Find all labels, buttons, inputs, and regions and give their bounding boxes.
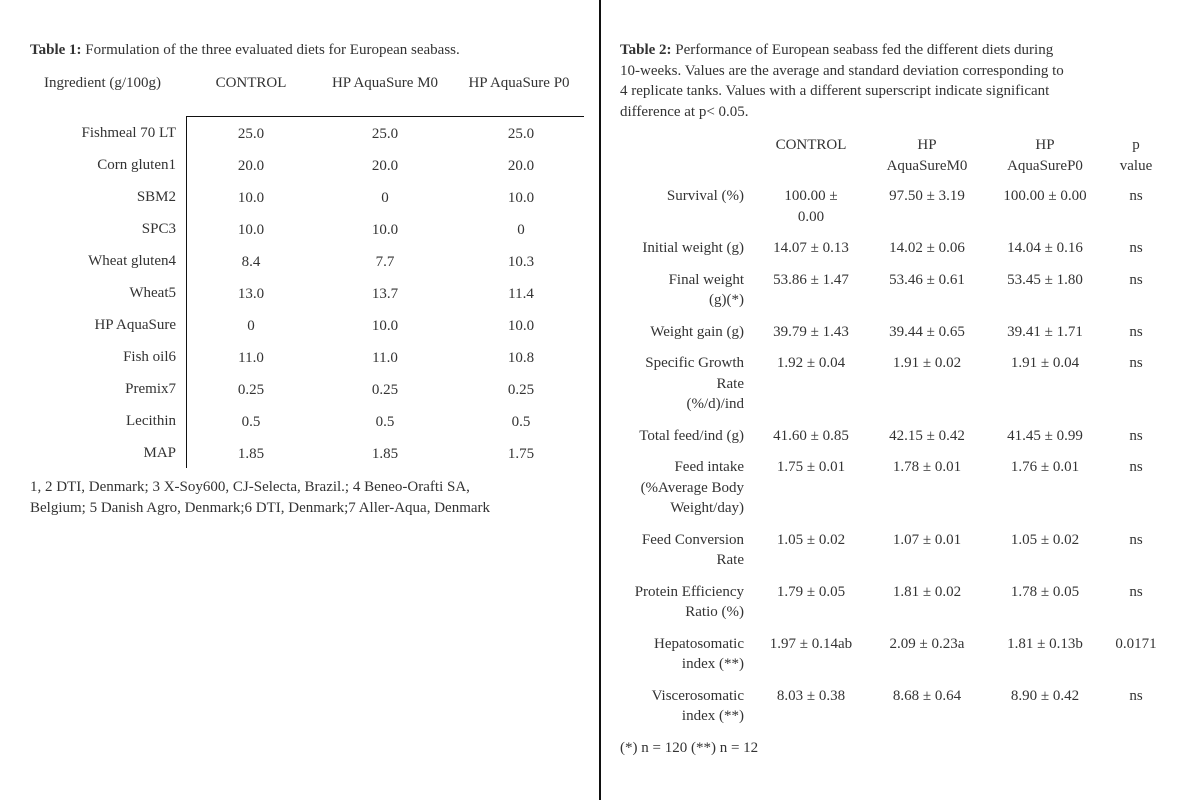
metric-label xyxy=(594,426,744,447)
metric-label-line: Initial weight (g) xyxy=(642,240,744,256)
ingredient-name: Wheat5 xyxy=(129,285,176,301)
metric-label-line: Weight gain (g) xyxy=(650,323,744,340)
value-control-line: 1.97 ± 0.14ab xyxy=(769,635,853,652)
table2-caption-line1: Performance of European seabass fed the different diets during xyxy=(671,42,1054,58)
value-control: 13.0 xyxy=(237,286,265,302)
table2-header-p xyxy=(1106,135,1166,176)
value-p0: 53.45 ± 1.80 xyxy=(1007,271,1083,288)
metric-label-line: Feed Conversion xyxy=(641,531,744,548)
value-p0: 25.0 xyxy=(507,126,535,142)
table1-caption xyxy=(30,40,590,61)
value-p0: 10.3 xyxy=(507,254,535,270)
metric-label-line: (%Average Body xyxy=(640,479,744,496)
metric-label xyxy=(594,457,744,519)
value-p: ns xyxy=(1129,323,1143,340)
value-control: 8.4 xyxy=(241,254,261,270)
value-p0: 0.25 xyxy=(507,382,535,398)
ingredient-name: Lecithin xyxy=(126,413,176,429)
metric-label-line: Hepatosomatic xyxy=(654,635,744,652)
table2-footnote: (*) n = 120 (**) n = 12 xyxy=(620,740,759,756)
ingredient-name: SPC3 xyxy=(141,221,176,237)
metric-label xyxy=(594,186,744,207)
value-p0: 20.0 xyxy=(507,158,535,174)
metric-label xyxy=(594,582,744,623)
value-p0: 1.05 ± 0.02 xyxy=(1010,531,1080,548)
metric-label-line: Specific Growth xyxy=(645,355,744,371)
value-control xyxy=(756,426,866,447)
value-control: 1.85 xyxy=(237,446,265,462)
table1-header-rule xyxy=(186,116,584,117)
metric-label-line: Survival (%) xyxy=(666,188,744,204)
value-p0: 10.0 xyxy=(507,318,535,334)
value-m0: 1.91 ± 0.02 xyxy=(892,355,962,371)
value-control-line: 1.05 ± 0.02 xyxy=(776,531,846,548)
value-m0: 2.09 ± 0.23a xyxy=(889,635,965,652)
metric-label-line: (%/d)/ind xyxy=(686,396,744,412)
table-row xyxy=(30,349,590,381)
value-m0: 53.46 ± 0.61 xyxy=(889,271,965,288)
value-control-line: 8.03 ± 0.38 xyxy=(776,687,846,704)
metric-label-line: Viscerosomatic xyxy=(651,687,744,704)
value-p0: 10.8 xyxy=(507,350,535,366)
value-m0: 39.44 ± 0.65 xyxy=(889,323,965,340)
value-m0: 25.0 xyxy=(371,126,399,142)
table2-header-p0-line2: AquaSureP0 xyxy=(1007,157,1083,174)
metric-label xyxy=(594,530,744,571)
value-control-line: 1.79 ± 0.05 xyxy=(776,583,846,600)
metric-label xyxy=(594,238,744,259)
table-row xyxy=(30,189,590,221)
value-p0: 1.91 ± 0.04 xyxy=(1010,355,1080,371)
value-control xyxy=(756,582,866,603)
value-p0: 100.00 ± 0.00 xyxy=(1003,188,1087,204)
metric-label xyxy=(594,322,744,343)
value-p0: 8.90 ± 0.42 xyxy=(1010,687,1080,704)
value-p0: 0.5 xyxy=(511,414,531,430)
metric-label-line: Final weight xyxy=(668,271,744,288)
value-m0: 14.02 ± 0.06 xyxy=(889,240,965,256)
value-p: ns xyxy=(1129,583,1143,600)
value-p: ns xyxy=(1129,188,1143,204)
table1-header-ingredient: Ingredient (g/100g) xyxy=(44,75,162,91)
value-control-line: 1.75 ± 0.01 xyxy=(776,459,846,475)
value-m0: 11.0 xyxy=(372,350,398,366)
table-row xyxy=(30,157,590,189)
value-m0: 97.50 ± 3.19 xyxy=(889,188,965,204)
table-row xyxy=(30,445,590,477)
table2-header-p0 xyxy=(990,135,1100,176)
table2-caption-label: Table 2: xyxy=(620,42,672,58)
value-control xyxy=(756,530,866,551)
value-control-line: 1.92 ± 0.04 xyxy=(776,355,846,371)
value-m0: 20.0 xyxy=(371,158,399,174)
value-control xyxy=(756,322,866,343)
value-control xyxy=(756,186,866,227)
value-m0: 42.15 ± 0.42 xyxy=(889,427,965,444)
value-control xyxy=(756,457,866,478)
value-p0: 1.81 ± 0.13b xyxy=(1007,635,1083,652)
value-control: 0 xyxy=(247,318,255,334)
value-p0: 0 xyxy=(517,222,525,238)
metric-label xyxy=(594,634,744,675)
value-m0: 1.07 ± 0.01 xyxy=(892,531,962,548)
value-p0: 10.0 xyxy=(507,190,535,206)
value-p0: 39.41 ± 1.71 xyxy=(1007,323,1083,340)
value-p: ns xyxy=(1129,427,1143,444)
value-m0: 0 xyxy=(381,190,389,206)
value-control xyxy=(756,353,866,374)
metric-label-line: Feed intake xyxy=(674,459,744,475)
table1-header-control: CONTROL xyxy=(215,75,287,91)
table2-header-m0-line2: AquaSureM0 xyxy=(886,157,968,174)
table-row xyxy=(30,317,590,349)
value-control-line: 53.86 ± 1.47 xyxy=(773,271,849,288)
table2-caption-line4: difference at p< 0.05. xyxy=(620,103,749,120)
table-row xyxy=(30,125,590,157)
table-row xyxy=(30,221,590,253)
ingredient-name: Fish oil6 xyxy=(123,349,176,365)
value-control xyxy=(756,686,866,707)
value-p0: 14.04 ± 0.16 xyxy=(1007,240,1083,256)
value-control: 20.0 xyxy=(237,158,265,174)
metric-label-line: Rate xyxy=(716,375,744,392)
value-control-line: 0.00 xyxy=(797,208,825,225)
metric-label-line: index (**) xyxy=(681,656,744,672)
table1-caption-label: Table 1: xyxy=(30,42,82,58)
value-m0: 1.85 xyxy=(371,446,399,462)
value-p: ns xyxy=(1129,687,1143,704)
value-m0: 10.0 xyxy=(371,318,399,334)
table2-caption-line2: 10-weeks. Values are the average and standard deviation corresponding to xyxy=(620,62,1064,79)
value-control: 0.25 xyxy=(237,382,265,398)
table1-header-m0: HP AquaSure M0 xyxy=(331,75,439,91)
value-m0: 10.0 xyxy=(371,222,399,238)
metric-label xyxy=(594,270,744,311)
table1-header xyxy=(30,73,590,117)
table1-footnote-line1: 1, 2 DTI, Denmark; 3 X-Soy600, CJ-Selecta, Brazil.; 4 Beneo-Orafti SA, xyxy=(30,479,470,495)
metric-label xyxy=(594,353,744,415)
metric-label-line: Total feed/ind (g) xyxy=(639,427,744,444)
value-control: 0.5 xyxy=(241,414,261,430)
table2-caption xyxy=(620,40,1190,122)
table2-header-p-line1: p xyxy=(1132,137,1140,153)
table1-caption-text: Formulation of the three evaluated diets for European seabass. xyxy=(81,42,460,58)
metric-label-line: Rate xyxy=(716,552,744,568)
ingredient-name: Corn gluten1 xyxy=(97,157,176,173)
metric-label-line: Ratio (%) xyxy=(685,604,744,620)
table2-header-m0-line1: HP xyxy=(917,137,937,153)
table2-header-p-line2: value xyxy=(1119,157,1153,174)
metric-label-line: index (**) xyxy=(681,708,744,724)
value-m0: 7.7 xyxy=(375,254,395,270)
metric-label xyxy=(594,686,744,727)
table1-header-p0: HP AquaSure P0 xyxy=(468,75,570,91)
value-control-line: 39.79 ± 1.43 xyxy=(773,323,849,340)
value-control: 10.0 xyxy=(237,222,265,238)
ingredient-name: MAP xyxy=(143,445,176,461)
value-control-line: 14.07 ± 0.13 xyxy=(773,240,849,256)
metric-label-line: (g)(*) xyxy=(709,292,744,308)
ingredient-name: SBM2 xyxy=(136,189,176,205)
value-m0: 0.25 xyxy=(371,382,399,398)
value-p: ns xyxy=(1129,459,1143,475)
value-p0: 1.75 xyxy=(507,446,535,462)
value-control: 25.0 xyxy=(237,126,265,142)
table-row xyxy=(30,381,590,413)
value-control xyxy=(756,270,866,291)
value-p0: 1.76 ± 0.01 xyxy=(1010,459,1080,475)
ingredient-name: Wheat gluten4 xyxy=(88,253,176,269)
table2-header-m0 xyxy=(872,135,982,176)
value-p: ns xyxy=(1129,355,1143,371)
value-m0: 13.7 xyxy=(371,286,399,302)
value-m0: 8.68 ± 0.64 xyxy=(892,687,962,704)
value-m0: 1.78 ± 0.01 xyxy=(892,459,962,475)
table1-footnote-line2: Belgium; 5 Danish Agro, Denmark;6 DTI, Denmark;7 Aller-Aqua, Denmark xyxy=(30,499,491,516)
table-row xyxy=(30,253,590,285)
table-row xyxy=(30,413,590,445)
value-p0: 11.4 xyxy=(508,286,534,302)
value-control-line: 41.60 ± 0.85 xyxy=(773,427,849,444)
value-control: 11.0 xyxy=(238,350,264,366)
metric-label-line: Weight/day) xyxy=(670,500,744,516)
table-row xyxy=(30,285,590,317)
value-m0: 1.81 ± 0.02 xyxy=(892,583,962,600)
value-p0: 1.78 ± 0.05 xyxy=(1010,583,1080,600)
table2-caption-line3: 4 replicate tanks. Values with a different superscript indicate significant xyxy=(620,83,1050,99)
value-control: 10.0 xyxy=(237,190,265,206)
ingredient-name: Fishmeal 70 LT xyxy=(81,125,176,141)
metric-label-line: Protein Efficiency xyxy=(634,583,744,600)
table2-header-control: CONTROL xyxy=(775,137,847,153)
value-p0: 41.45 ± 0.99 xyxy=(1007,427,1083,444)
table2-header-p0-line1: HP xyxy=(1035,137,1055,153)
value-p: ns xyxy=(1129,271,1143,288)
value-p: ns xyxy=(1129,240,1143,256)
value-control xyxy=(756,238,866,259)
value-p: ns xyxy=(1129,531,1143,548)
ingredient-name: HP AquaSure xyxy=(94,317,176,333)
ingredient-name: Premix7 xyxy=(125,381,176,397)
table1-footnote xyxy=(30,477,590,518)
value-control-line: 100.00 ± xyxy=(784,188,838,204)
value-p: 0.0171 xyxy=(1115,635,1157,652)
value-control xyxy=(756,634,866,655)
value-m0: 0.5 xyxy=(375,414,395,430)
